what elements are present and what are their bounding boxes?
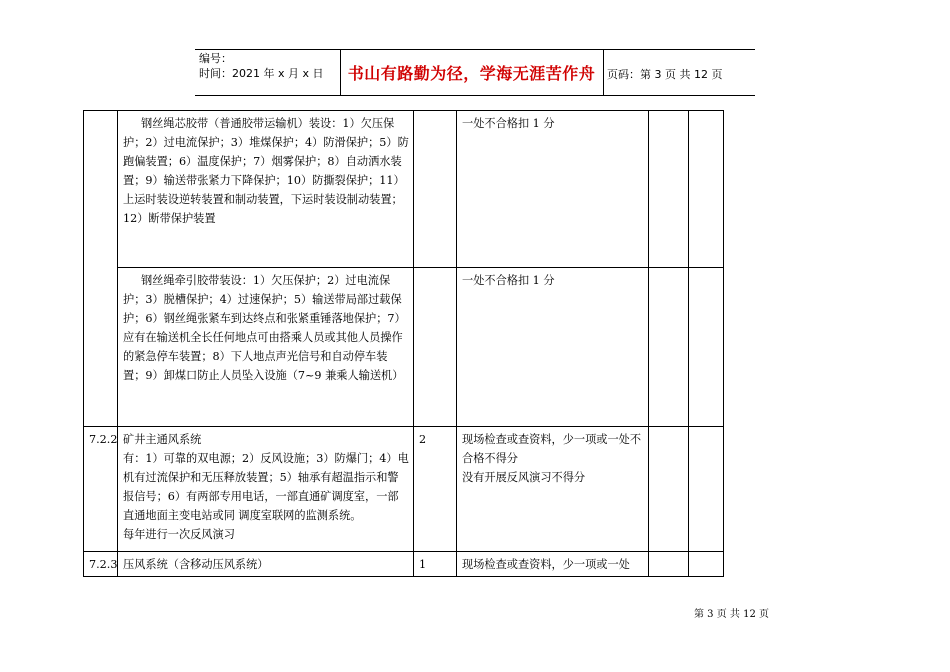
score-cell: 1 xyxy=(414,552,457,577)
item-cell: 钢丝绳牵引胶带装设：1）欠压保护；2）过电流保护；3）脱槽保护；4）过速保护；5）输送带局部过载保护；6）钢丝绳张紧车到达终点和张紧重锤落地保护；7）应有在输送机全长任何地点可由搭乘人员或其他人员操作的紧急停车装置；8）下人地点声光信号和自动停车装置；9）卸煤口防止人员坠入设施（7~9 兼乘人输送机） xyxy=(118,268,414,427)
header-divider xyxy=(603,49,604,95)
table-row xyxy=(84,552,724,577)
score-cell: 2 xyxy=(414,427,457,552)
item-cell: 矿井主通风系统 有：1）可靠的双电源；2）反风设施；3）防爆门；4）电机有过流保护和无压释放装置；5）轴承有超温指示和警报信号；6）有两部专用电话，一部直通矿调度室，一部直通地面主变电站或同 调度室联网的监测系统。 每年进行一次反风演习 xyxy=(118,427,414,552)
score-cell xyxy=(414,111,457,268)
table-row xyxy=(84,111,724,268)
blank-cell xyxy=(649,111,689,268)
method-cell: 现场检查或查资料，少一项或一处不合格不得分 没有开展反风演习不得分 xyxy=(457,427,649,552)
header-page-label: 页码：第 3 页 共 12 页 xyxy=(607,68,723,81)
blank-cell xyxy=(689,268,724,427)
method-cell: 一处不合格扣 1 分 xyxy=(457,111,649,268)
number-label: 编号： xyxy=(199,52,232,65)
blank-cell xyxy=(689,111,724,268)
blank-cell xyxy=(689,552,724,577)
blank-cell xyxy=(689,427,724,552)
header-bottom-rule xyxy=(195,95,755,96)
header-meta xyxy=(199,51,324,81)
row-number-cell: 7.2.2 xyxy=(84,427,118,552)
item-cell: 钢丝绳芯胶带（普通胶带运输机）装设：1）欠压保护；2）过电流保护；3）堆煤保护；4）防滑保护；5）防跑偏装置；6）温度保护；7）烟雾保护；8）自动洒水装置；9）输送带张紧力下降保护；10）防撕裂保护；11）上运时装设逆转装置和制动装置，下运时装设制动装置；12）断带保护装置 xyxy=(118,111,414,268)
method-cell: 一处不合格扣 1 分 xyxy=(457,268,649,427)
table-row xyxy=(84,427,724,552)
page-footer: 第 3 页 共 12 页 xyxy=(694,609,769,620)
time-label: 时间：2021 年 x 月 x 日 xyxy=(199,67,324,80)
score-cell xyxy=(414,268,457,427)
item-cell: 压风系统（含移动压风系统） xyxy=(118,552,414,577)
row-number-cell xyxy=(84,111,118,427)
page-header xyxy=(195,49,755,95)
blank-cell xyxy=(649,268,689,427)
inspection-table xyxy=(83,110,724,577)
row-number-cell: 7.2.3 xyxy=(84,552,118,577)
table-row xyxy=(84,268,724,427)
blank-cell xyxy=(649,427,689,552)
header-motto: 书山有路勤为径，学海无涯苦作舟 xyxy=(347,63,596,83)
method-cell: 现场检查或查资料，少一项或一处 xyxy=(457,552,649,577)
blank-cell xyxy=(649,552,689,577)
